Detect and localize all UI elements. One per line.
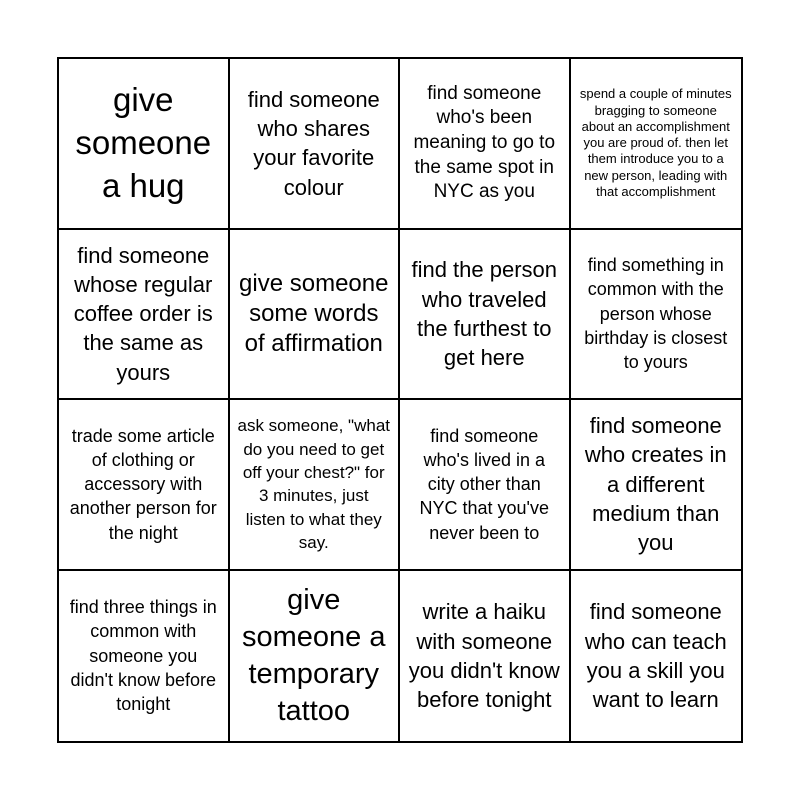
bingo-cell[interactable] [571, 400, 742, 571]
bingo-cell[interactable] [400, 59, 571, 230]
cell-text: find something in common with the person whose birthday is closest to yours [584, 255, 728, 373]
bingo-cell[interactable] [230, 59, 401, 230]
cell-text: find someone who creates in a different medium than you [584, 413, 727, 556]
bingo-cell[interactable] [230, 400, 401, 571]
cell-text: find three things in common with someone you didn't know before tonight [69, 597, 217, 715]
cell-text: ask someone, "what do you need to get off your chest?" for 3 minutes, just listen to what they say. [237, 416, 391, 552]
bingo-cell[interactable] [571, 59, 742, 230]
bingo-cell[interactable] [400, 400, 571, 571]
bingo-cell[interactable] [59, 571, 230, 742]
cell-text: find someone who's lived in a city other than NYC that you've never been to [419, 425, 549, 543]
cell-text: give someone some words of affirmation [239, 269, 389, 357]
cell-text: write a haiku with someone you didn't know before tonight [408, 599, 560, 712]
cell-text: find someone who shares your favorite colour [247, 86, 380, 200]
cell-text: give someone a hug [75, 80, 212, 204]
cell-text: trade some article of clothing or accessory with another person for the night [69, 425, 217, 543]
bingo-cell[interactable] [571, 230, 742, 401]
bingo-cell[interactable] [230, 230, 401, 401]
bingo-cell[interactable] [59, 59, 230, 230]
bingo-cell[interactable] [230, 571, 401, 742]
bingo-cell[interactable] [400, 571, 571, 742]
cell-text: give someone a temporary tattoo [242, 584, 386, 727]
bingo-card [57, 57, 743, 743]
cell-text: find someone who's been meaning to go to the same spot in NYC as you [413, 82, 556, 203]
bingo-cell[interactable] [59, 400, 230, 571]
bingo-cell[interactable] [59, 230, 230, 401]
cell-text: find someone whose regular coffee order is the same as yours [73, 242, 213, 385]
cell-text: find the person who traveled the furthest to get here [411, 257, 558, 370]
bingo-cell[interactable] [400, 230, 571, 401]
bingo-cell[interactable] [571, 571, 742, 742]
cell-text: spend a couple of minutes bragging to someone about an accomplishment you are proud of. then let them introduce you to a new person, leading with that accomplishment [579, 86, 732, 199]
cell-text: find someone who can teach you a skill you want to learn [584, 599, 727, 712]
